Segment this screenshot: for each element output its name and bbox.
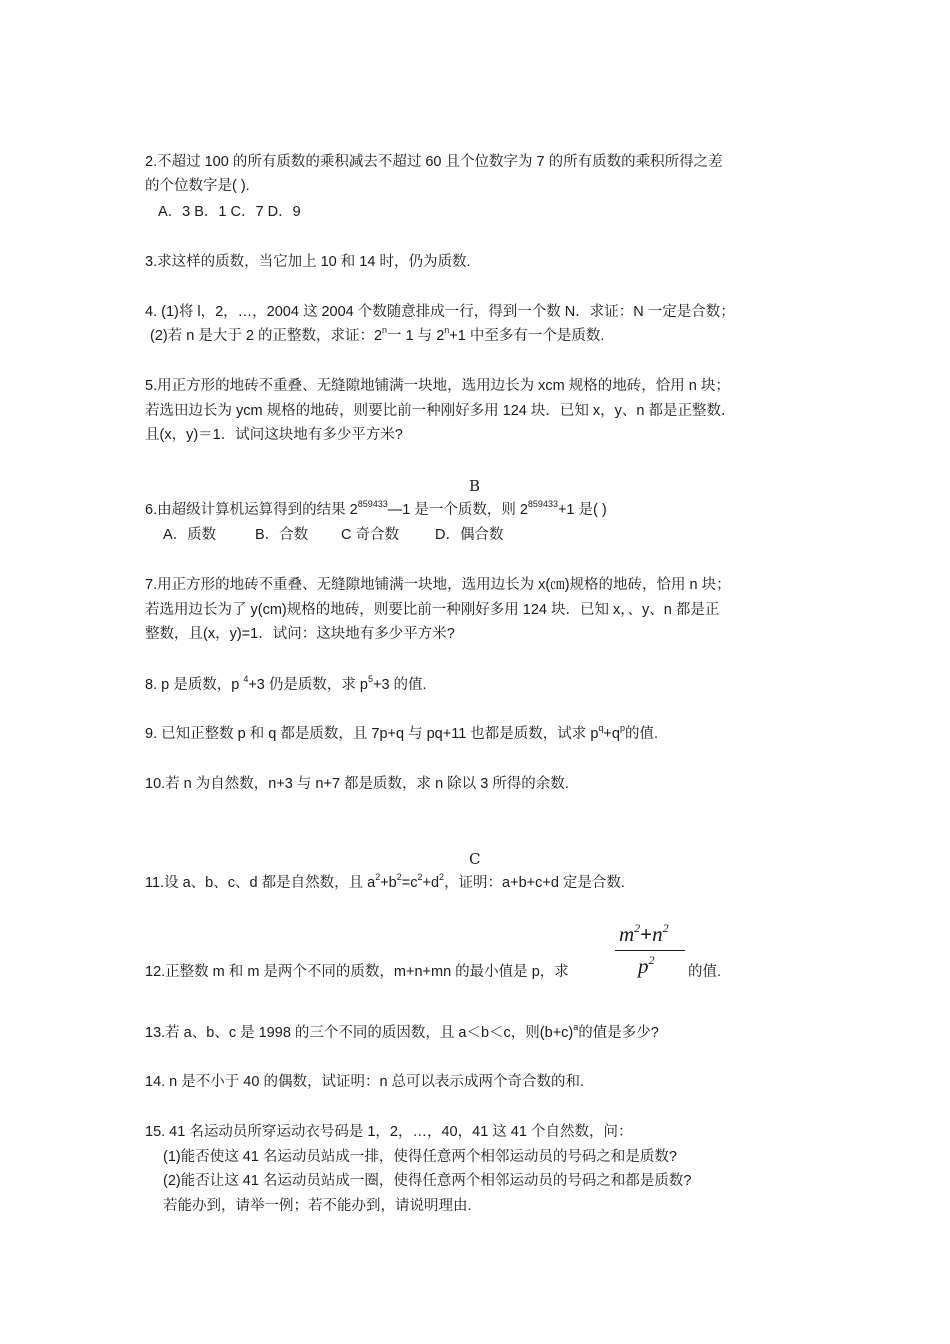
section-c-heading: C [469, 850, 481, 868]
fraction-bar [615, 950, 685, 951]
q12-fraction [613, 922, 688, 982]
q2-line1: 2.不超过 100 的所有质数的乘积减去不超过 60 且个位数字为 7 的所有质数的乘积所得之差 [145, 154, 723, 170]
q11-text: 11.设 a、b、c、d 都是自然数，且 $a^2+b^2=c^2+d^2$，证明：a+b+c+d 定是合数. [145, 872, 625, 891]
q7-line2: 若选用边长为了 y(cm)规格的地砖，则要比前一种刚好多用 124 块．已知 x，、y、n 都是正 [145, 602, 720, 618]
q13-text: 13.若 a、b、c 是 1998 的三个不同的质因数，且 a＜b＜c，则$(b+c)^a$的值是多少? [145, 1022, 659, 1041]
q15-line1: 15. 41 名运动员所穿运动衣号码是 1，2，…，40，41 这 41 个自然数，问： [145, 1124, 633, 1140]
q4-part1: 4. (1)将 l，2，…，2004 这 2004 个数随意排成一行，得到一个数 N．求证：N 一定是合数； [145, 304, 735, 320]
q14-text: 14. n 是不小于 40 的偶数，试证明：n 总可以表示成两个奇合数的和. [145, 1074, 585, 1090]
q12-text: 12.正整数 m 和 m 是两个不同的质数，m+n+mn 的最小值是 p，求 [145, 964, 569, 980]
q4-part2: (2)若 n 是大于 2 的正整数，求证：2$^n$一 1 与 $2^n+1$ 中至多有一个是质数. [150, 325, 605, 344]
q15-line3: (2)能否让这 41 名运动员站成一圈，使得任意两个相邻运动员的号码之和都是质数? [163, 1173, 692, 1189]
fraction-numerator: $m^2+n^2$ [619, 921, 669, 946]
q5-line3: 且(x，y)＝1．试问这块地有多少平方米? [145, 427, 403, 443]
q3-text: 3.求这样的质数，当它加上 10 和 14 时，仍为质数. [145, 254, 471, 270]
q12-tail: 的值. [688, 964, 722, 980]
q9-text: 9. 已知正整数 p 和 q 都是质数，且 7p+q 与 pq+11 也都是质数，试求 $p^q+q^p$的值. [145, 723, 658, 742]
q8-text: 8. p 是质数，p $^4$+3 仍是质数，求 $p^5+3$ 的值. [145, 674, 427, 693]
q7-line1: 7.用正方形的地砖不重叠、无缝隙地铺满一块地，选用边长为 x(㎝)规格的地砖，恰用 n 块； [145, 577, 731, 593]
q6-question: 6.由超级计算机运算得到的结果 $2^{859433}—1$ 是一个质数，则 $2^{859433}+1$ 是( ) [145, 499, 607, 518]
q10-text: 10.若 n 为自然数，n+3 与 n+7 都是质数，求 n 除以 3 所得的余数. [145, 776, 569, 792]
q5-line1: 5.用正方形的地砖不重叠、无缝隙地铺满一块地，选用边长为 xcm 规格的地砖，恰用 n 块； [145, 378, 730, 394]
q15-line2: (1)能否使这 41 名运动员站成一排，使得任意两个相邻运动员的号码之和是质数? [163, 1149, 677, 1165]
q5-line2: 若选田边长为 ycm 规格的地砖，则要比前一种刚好多用 124 块．已知 x，y、n 都是正整数． [145, 403, 736, 419]
section-b-heading: B [469, 477, 481, 495]
q15-line4: 若能办到，请举一例；若不能办到，请说明理由. [163, 1198, 472, 1214]
q2-line2: 的个位数字是( ). [145, 178, 250, 194]
q7-line3: 整数，且(x，y)=1．试问：这块地有多少平方米? [145, 626, 455, 642]
fraction-denominator: $p^2$ [638, 953, 655, 978]
q2-options: A．3 B．1 C．7 D．9 [158, 204, 301, 220]
q6-options: A．质数 B．合数 C 奇合数 D．偶合数 [163, 527, 504, 543]
